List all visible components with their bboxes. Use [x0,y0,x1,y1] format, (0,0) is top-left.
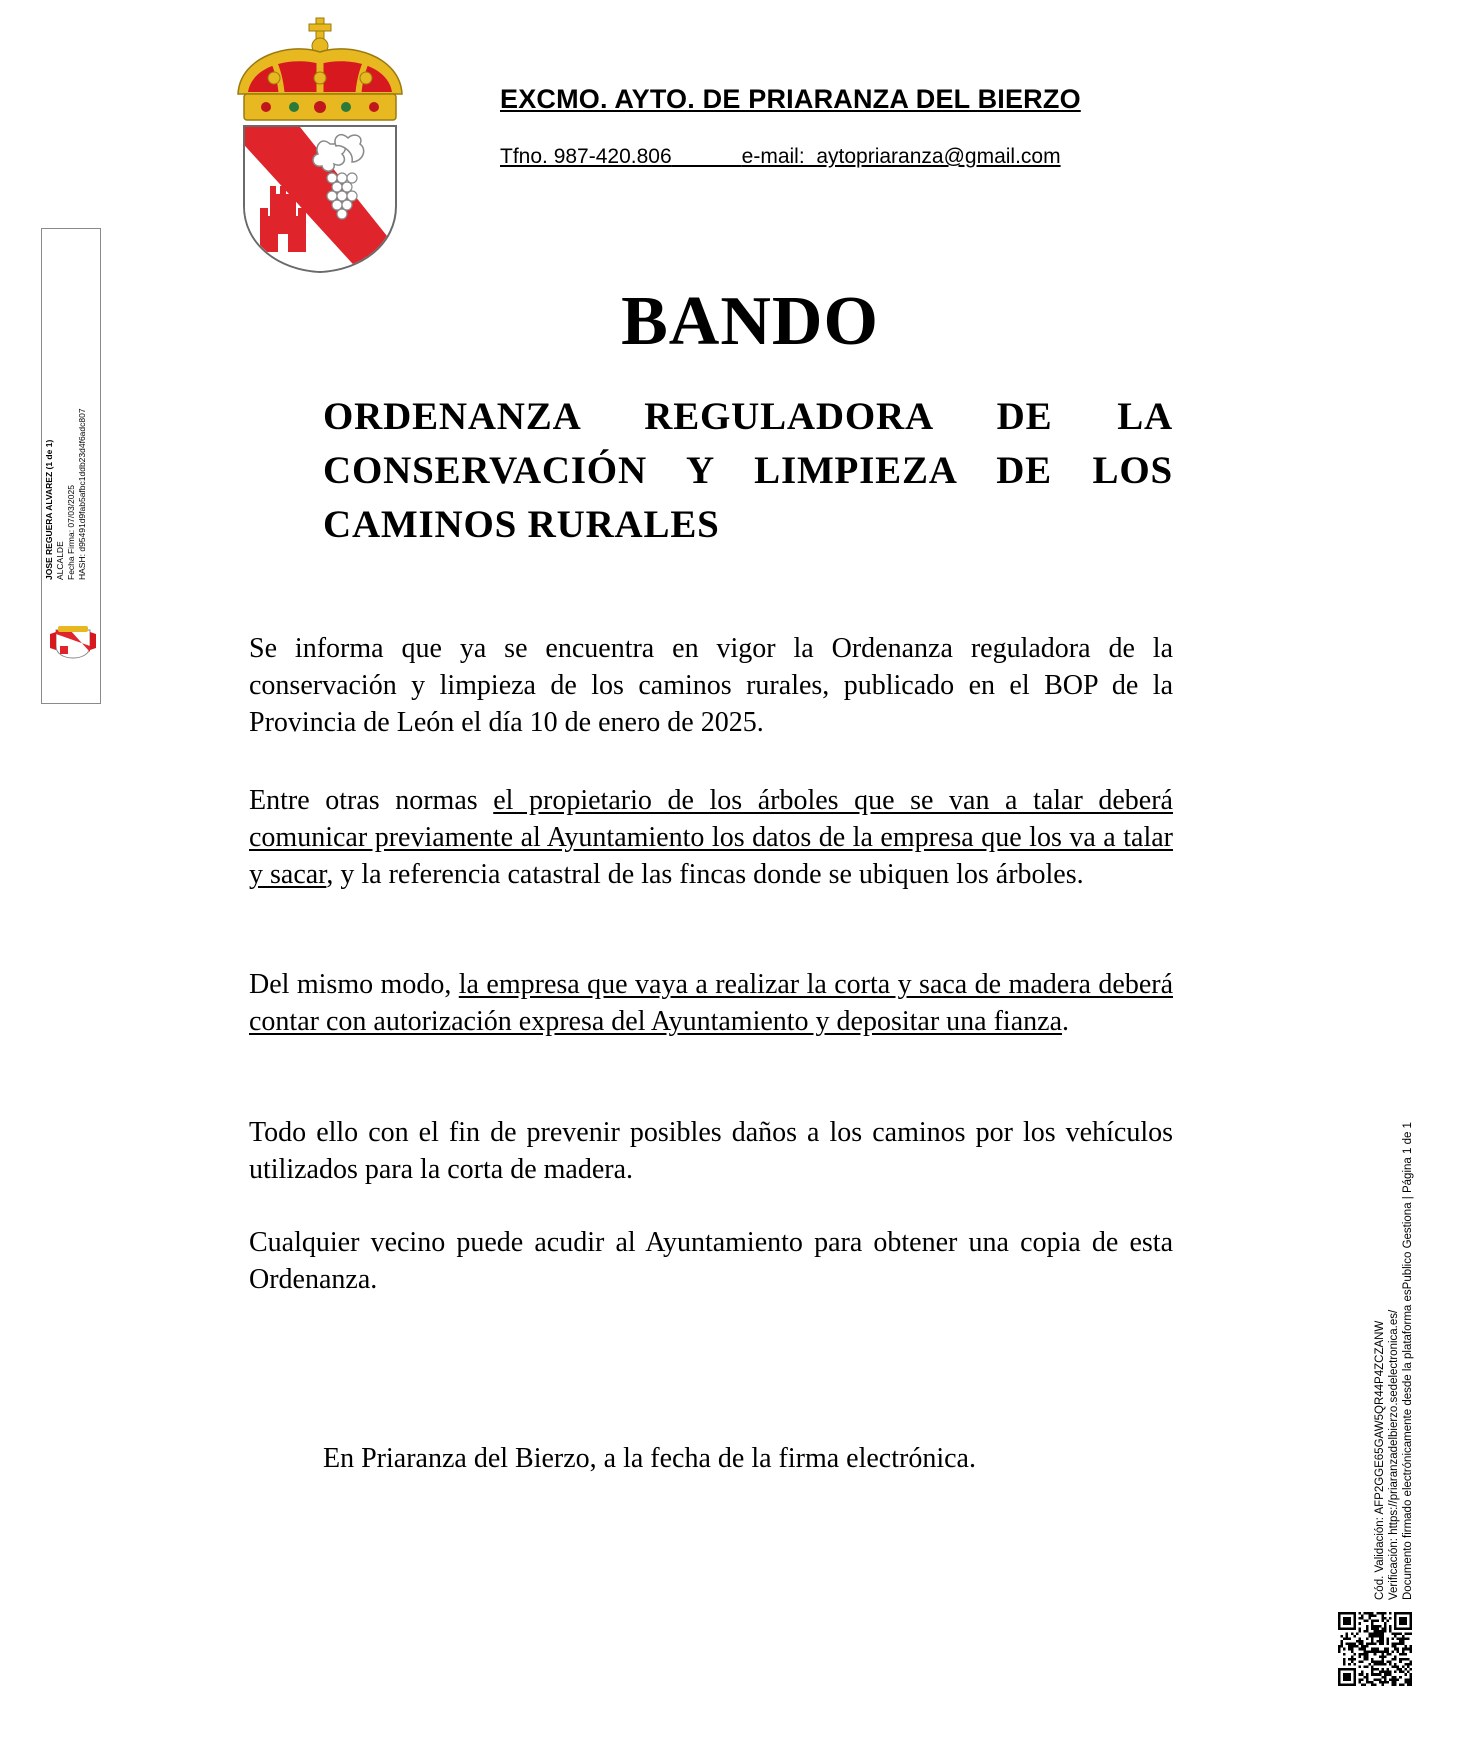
paragraph-tree-owner [249,782,1173,893]
closing-line: En Priaranza del Bierzo, a la fecha de la firma electrónica. [323,1443,976,1474]
paragraph-company-underlined: la empresa que vaya a realizar la corta y saca de madera deberá contar con autorización expresa del Ayuntamiento y depositar una fianza [249,969,1173,1037]
ordinance-title: ORDENANZA REGULADORA DE LA CONSERVACIÓN Y LIMPIEZA DE LOS CAMINOS RURALES [323,395,1173,546]
signature-seal-icon [48,624,98,660]
signer-name: JOSE REGUERA ALVAREZ (1 de 1) [44,439,54,580]
paragraph-company [249,966,1173,1040]
paragraph-company-rest: . [1062,1006,1069,1037]
signature-date: Fecha Firma: 07/03/2025 [66,485,76,580]
validation-code: Cód. Validación: AFP2GGE65GAW5QR44P4ZCZANW [1374,1320,1386,1600]
municipality-title: EXCMO. AYTO. DE PRIARANZA DEL BIERZO [500,84,1081,114]
signature-platform-note: Documento firmado electrónicamente desde la plataforma esPublico Gestiona | Página 1 de 1 [1402,1122,1414,1600]
paragraph-tree-owner-rest: , y la referencia catastral de las fincas donde se ubiquen los árboles. [326,859,1084,890]
coat-of-arms-icon [230,16,410,276]
email-address[interactable]: e-mail: aytopriaranza@gmail.com [741,145,1061,168]
paragraph-copy: Cualquier vecino puede acudir al Ayuntamiento para obtener una copia de esta Ordenanza. [249,1227,1173,1295]
paragraph-company-intro: Del mismo modo, [249,969,459,1000]
verification-text [1373,1122,1415,1600]
paragraph-purpose: Todo ello con el fin de prevenir posibles daños a los caminos por los vehículos utilizados para la corta de madera. [249,1117,1173,1185]
paragraph-announcement: Se informa que ya se encuentra en vigor la Ordenanza reguladora de la conservación y limpieza de los caminos rurales, publicado en el BOP de la Provincia de León el día 10 de enero de 2025. [249,633,1173,738]
contact-line [500,145,1061,169]
qr-code-icon[interactable] [1338,1612,1412,1686]
signature-text [44,408,88,580]
signer-role: ALCALDE [55,541,65,580]
verification-url[interactable]: Verificación: https://priaranzadelbierzo.sedelectronica.es/ [1388,1309,1400,1600]
paragraph-tree-owner-intro: Entre otras normas [249,785,494,816]
paragraph-tree-owner-underlined: el propietario de los árboles que se van a talar deberá comunicar previamente al Ayuntamiento los datos de la empresa que los va a talar y sacar [249,785,1173,890]
phone-number: Tfno. 987-420.806 [500,145,672,168]
document-heading: BANDO [621,283,879,360]
signature-hash: HASH: d95491d9fab5afbc1ddb23d4f6adc807 [77,408,87,580]
